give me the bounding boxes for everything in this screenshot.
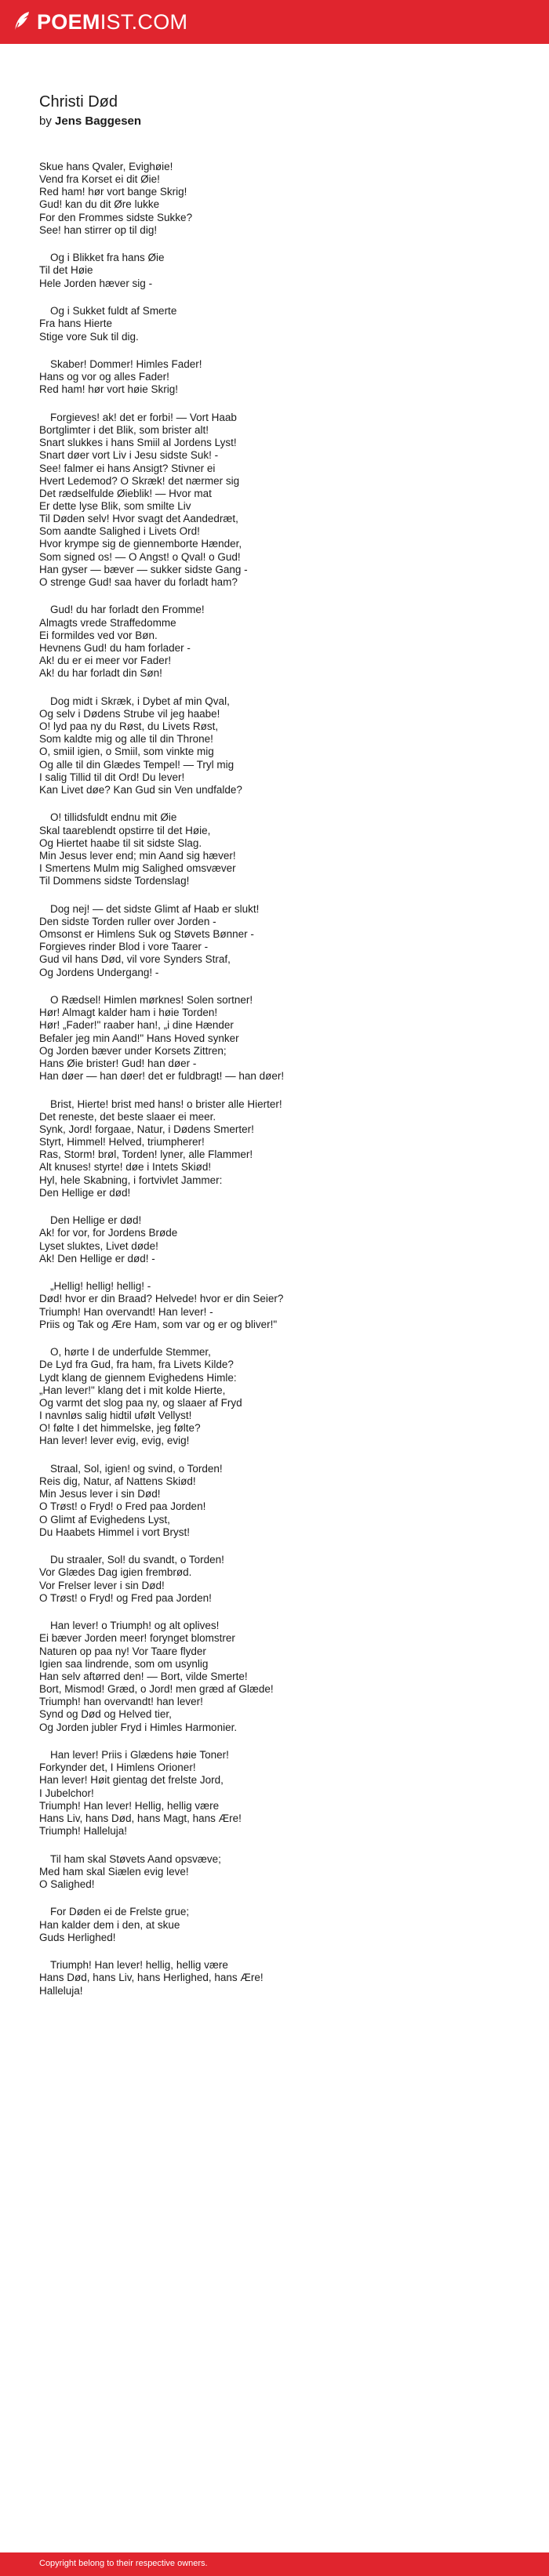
poem-stanza bbox=[39, 1959, 525, 1997]
poem-line: Du Haabets Himmel i vort Bryst! bbox=[39, 1526, 191, 1538]
poem-stanza bbox=[39, 994, 525, 1083]
poem-line: Triumph! Halleluja! bbox=[39, 1824, 128, 1837]
poem-stanza bbox=[39, 1098, 525, 1199]
logo-text-bold: POEM bbox=[37, 10, 100, 34]
poem-line: Forgieves! ak! det er forbi! — Vort Haab bbox=[50, 411, 237, 423]
poem-line: See! falmer ei hans Ansigt? Stivner ei bbox=[39, 462, 216, 474]
poem-line: Almagts vrede Straffedomme bbox=[39, 616, 176, 629]
poem-line: Den sidste Torden ruller over Jorden - bbox=[39, 915, 216, 927]
poem-line: Hvert Ledemod? O Skræk! det nærmer sig bbox=[39, 474, 240, 487]
poem-line: Skal taareblendt opstirre til det Høie, bbox=[39, 824, 211, 836]
poem-line: Ak! du er ei meer vor Fader! bbox=[39, 655, 172, 667]
poem-line: Triumph! Han lever! Hellig, hellig være bbox=[39, 1799, 220, 1812]
poem-line: O Salighed! bbox=[39, 1878, 95, 1890]
poem-stanza bbox=[39, 1280, 525, 1331]
poem-line: Styrt, Himmel! Helved, triumpherer! bbox=[39, 1136, 205, 1148]
poem-line: I Smertens Mulm mig Salighed omsvæver bbox=[39, 862, 236, 875]
poem-line: Til Døden selv! Hvor svagt det Aandedræt, bbox=[39, 513, 238, 525]
poem-line: Synd og Død og Helved tier, bbox=[39, 1708, 172, 1721]
poem-line: Vor Glædes Dag igien frembrød. bbox=[39, 1566, 192, 1579]
poem-line: O Rædsel! Himlen mørknes! Solen sortner! bbox=[50, 994, 253, 1007]
poem-body bbox=[39, 161, 525, 1997]
poem-line: Og selv i Dødens Strube vil jeg haabe! bbox=[39, 707, 220, 720]
poem-stanza bbox=[39, 695, 525, 796]
poem-line: „Hellig! hellig! hellig! - bbox=[50, 1280, 151, 1293]
poem-line: Snart døer vort Liv i Jesu sidste Suk! - bbox=[39, 449, 219, 462]
poem-line: Den Hellige er død! bbox=[39, 1186, 131, 1199]
poem-line: Min Jesus lever i sin Død! bbox=[39, 1488, 161, 1500]
logo-text bbox=[37, 8, 187, 36]
poem-line: Igien saa lindrende, som om usynlig bbox=[39, 1657, 209, 1670]
poem-line: For den Frommes sidste Sukke? bbox=[39, 211, 193, 223]
poem-line: Hans Liv, hans Død, hans Magt, hans Ære! bbox=[39, 1812, 242, 1824]
poem-line: Er dette lyse Blik, som smilte Liv bbox=[39, 500, 191, 512]
author-link[interactable]: Jens Baggesen bbox=[55, 114, 142, 128]
poem-line: Snart slukkes i hans Smiil al Jordens Lyst! bbox=[39, 437, 237, 449]
poem-line: Lydt klang de giennem Evighedens Himle: bbox=[39, 1371, 237, 1384]
poem-line: Og i Blikket fra hans Øie bbox=[50, 252, 165, 264]
poem-line: Og Jorden jubler Fryd i Himles Harmonier. bbox=[39, 1721, 238, 1733]
poem-line: Ak! du har forladt din Søn! bbox=[39, 667, 162, 680]
poem-byline bbox=[39, 114, 525, 129]
poem-line: Han lever! Høit gientag det frelste Jord, bbox=[39, 1774, 224, 1787]
poem-line: Og Hiertet haabe til sit sidste Slag. bbox=[39, 836, 202, 849]
poem-line: Min Jesus lever end; min Aand sig hæver! bbox=[39, 849, 236, 862]
poem-stanza bbox=[39, 358, 525, 396]
poem-line: Synk, Jord! forgaae, Natur, i Dødens Smerter! bbox=[39, 1123, 254, 1135]
poem-line: Og i Sukket fuldt af Smerte bbox=[50, 305, 177, 317]
quill-icon bbox=[12, 10, 32, 34]
poem-line: Ei formildes ved vor Bøn. bbox=[39, 629, 158, 641]
poem-stanza bbox=[39, 1749, 525, 1838]
poem-line: Han lever! lever evig, evig, evig! bbox=[39, 1435, 190, 1447]
poem-line: Forgieves rinder Blod i vore Taarer - bbox=[39, 941, 209, 953]
poem-line: Straal, Sol, igien! og svind, o Torden! bbox=[50, 1462, 223, 1475]
poem-stanza bbox=[39, 1463, 525, 1539]
poem-line: Han lever! Priis i Glædens høie Toner! bbox=[50, 1749, 229, 1761]
poem-line: Naturen op paa ny! Vor Taare flyder bbox=[39, 1645, 206, 1657]
poem-line: Gud vil hans Død, vil vore Synders Straf, bbox=[39, 953, 231, 966]
poem-line: Til det Høie bbox=[39, 264, 93, 277]
poem-line: Hyl, hele Skabning, i fortvivlet Jammer: bbox=[39, 1174, 223, 1186]
poem-line: Red ham! hør vort bange Skrig! bbox=[39, 186, 187, 198]
poem-line: Til Dommens sidste Tordenslag! bbox=[39, 875, 190, 887]
poem-stanza bbox=[39, 1906, 525, 1943]
poem-line: Ras, Storm! brøl, Torden! lyner, alle Flammer! bbox=[39, 1148, 253, 1161]
poem-line: Lyset sluktes, Livet døde! bbox=[39, 1239, 158, 1252]
poem-line: Hans Død, hans Liv, hans Herlighed, hans Ære! bbox=[39, 1972, 264, 1984]
site-header bbox=[0, 0, 549, 44]
poem-line: Han lever! o Triumph! og alt oplives! bbox=[50, 1620, 220, 1632]
poem-line: Hans og vor og alles Fader! bbox=[39, 371, 169, 383]
poem-line: Omsonst er Himlens Suk og Støvets Bønner - bbox=[39, 928, 254, 941]
poem-line: Reis dig, Natur, af Nattens Skiød! bbox=[39, 1475, 196, 1488]
poem-line: Skaber! Dommer! Himles Fader! bbox=[50, 358, 202, 371]
poem-line: I Jubelchor! bbox=[39, 1787, 94, 1799]
poem-line: Befaler jeg min Aand!" Hans Hoved synker bbox=[39, 1032, 239, 1044]
poem-line: Stige vore Suk til dig. bbox=[39, 330, 139, 343]
poem-line: Hele Jorden hæver sig - bbox=[39, 277, 153, 289]
poem-line: Som kaldte mig og alle til din Throne! bbox=[39, 733, 213, 746]
poem-line: Priis og Tak og Ære Ham, som var og er og bliver!" bbox=[39, 1318, 278, 1330]
poem-line: Dog nej! — det sidste Glimt af Haab er slukt! bbox=[50, 902, 260, 915]
poem-stanza bbox=[39, 252, 525, 289]
poem-stanza bbox=[39, 1214, 525, 1265]
poem-line: O! lyd paa ny du Røst, du Livets Røst, bbox=[39, 720, 219, 733]
poem-line: O, hørte I de underfulde Stemmer, bbox=[50, 1346, 211, 1359]
poem-line: Ak! Den Hellige er død! - bbox=[39, 1252, 155, 1264]
poem-line: Triumph! Han overvandt! Han lever! - bbox=[39, 1305, 213, 1318]
poem-line: Og Jorden bæver under Korsets Zittren; bbox=[39, 1044, 227, 1057]
poem-stanza bbox=[39, 161, 525, 237]
poem-line: Død! hvor er din Braad? Helvede! hvor er din Seier? bbox=[39, 1293, 284, 1305]
poem-line: Hans Øie brister! Gud! han døer - bbox=[39, 1057, 197, 1069]
poem-line: Red ham! hør vort høie Skrig! bbox=[39, 383, 179, 396]
poem-line: Ak! for vor, for Jordens Brøde bbox=[39, 1227, 178, 1239]
poem-line: Og varmt det slog paa ny, og slaaer af Fryd bbox=[39, 1396, 242, 1409]
poem-line: Han døer — han døer! det er fuldbragt! — han døer! bbox=[39, 1070, 285, 1083]
poem-stanza bbox=[39, 1346, 525, 1447]
poem-line: Gud! kan du dit Øre lukke bbox=[39, 198, 160, 211]
poem-line: Skue hans Qvaler, Evighøie! bbox=[39, 161, 173, 172]
poem-line: Ei bæver Jorden meer! forynget blomstrer bbox=[39, 1632, 235, 1645]
poem-line: O strenge Gud! saa haver du forladt ham? bbox=[39, 575, 238, 588]
poem-line: Den Hellige er død! bbox=[50, 1214, 142, 1227]
poem-line: O Trøst! o Fryd! og Fred paa Jorden! bbox=[39, 1591, 212, 1604]
poem-line: Hevnens Gud! du ham forlader - bbox=[39, 641, 191, 654]
poem-line: Kan Livet døe? Kan Gud sin Ven undfalde? bbox=[39, 783, 242, 796]
poem-line: Og alle til din Glædes Tempel! — Tryl mig bbox=[39, 758, 235, 771]
poem-line: For Døden ei de Frelste grue; bbox=[50, 1906, 190, 1918]
poem-line: Triumph! han overvandt! han lever! bbox=[39, 1696, 203, 1708]
copyright-text: Copyright belong to their respective owners. bbox=[39, 2559, 208, 2568]
poem-line: Det reneste, det beste slaaer ei meer. bbox=[39, 1110, 216, 1123]
poem-stanza bbox=[39, 1853, 525, 1891]
poem-line: De Lyd fra Gud, fra ham, fra Livets Kilde? bbox=[39, 1359, 234, 1371]
site-footer bbox=[0, 2552, 549, 2576]
poem-line: Gud! du har forladt den Fromme! bbox=[50, 604, 205, 616]
poem-line: Som aandte Salighed i Livets Ord! bbox=[39, 525, 200, 538]
poem-line: Hør! „Fader!" raaber han!, „i dine Hænder bbox=[39, 1019, 234, 1032]
poem-line: Halleluja! bbox=[39, 1984, 83, 1997]
poem-line: Vor Frelser lever i sin Død! bbox=[39, 1579, 165, 1591]
poem-line: Guds Herlighed! bbox=[39, 1931, 116, 1943]
poem-line: Til ham skal Støvets Aand opsvæve; bbox=[50, 1852, 221, 1865]
poem-line: Hør! Almagt kalder ham i høie Torden! bbox=[39, 1007, 218, 1019]
poem-line: Vend fra Korset ei dit Øie! bbox=[39, 173, 160, 186]
poem-line: O Trøst! o Fryd! o Fred paa Jorden! bbox=[39, 1500, 206, 1513]
poem-stanza bbox=[39, 811, 525, 887]
poem-stanza bbox=[39, 305, 525, 343]
poem-line: Fra hans Hierte bbox=[39, 317, 113, 330]
poem-line: Som signed os! — O Angst! o Qval! o Gud! bbox=[39, 550, 241, 563]
poem-line: I salig Tillid til dit Ord! Du lever! bbox=[39, 771, 185, 783]
poem-title: Christi Død bbox=[39, 93, 118, 111]
poem-line: Bortglimter i det Blik, som brister alt! bbox=[39, 424, 209, 437]
poem-line: Han gyser — bæver — sukker sidste Gang - bbox=[39, 563, 248, 575]
poem-line: I navnløs salig hidtil ufølt Vellyst! bbox=[39, 1410, 192, 1422]
poem-line: See! han stirrer op til dig! bbox=[39, 223, 158, 236]
poem-stanza bbox=[39, 903, 525, 979]
poem-line: Dog midt i Skræk, i Dybet af min Qval, bbox=[50, 695, 230, 707]
poem-line: Bort, Mismod! Græd, o Jord! men græd af Glæde! bbox=[39, 1683, 274, 1696]
poem-line: Han selv aftørred den! — Bort, vilde Smerte! bbox=[39, 1670, 248, 1682]
poem-line: O! tillidsfuldt endnu mit Øie bbox=[50, 811, 177, 824]
poem-line: Det rædselfulde Øieblik! — Hvor mat bbox=[39, 487, 212, 499]
poem-line: Brist, Hierte! brist med hans! o brister alle Hierter! bbox=[50, 1098, 282, 1110]
logo-text-light: IST.COM bbox=[100, 10, 188, 34]
poem-content bbox=[39, 93, 525, 2012]
poem-stanza bbox=[39, 1620, 525, 1733]
poem-stanza bbox=[39, 1554, 525, 1605]
poem-line: Hvor krympe sig de giennemborte Hænder, bbox=[39, 538, 242, 550]
poem-line: O, smiil igien, o Smiil, som vinkte mig bbox=[39, 746, 214, 758]
poem-line: O Glimt af Evighedens Lyst, bbox=[39, 1513, 170, 1526]
poem-line: Du straaler, Sol! du svandt, o Torden! bbox=[50, 1554, 224, 1566]
poem-stanza bbox=[39, 412, 525, 589]
poem-line: Og Jordens Undergang! - bbox=[39, 966, 159, 978]
poem-line: „Han lever!" klang det i mit kolde Hierte, bbox=[39, 1384, 226, 1396]
poem-line: Med ham skal Siælen evig leve! bbox=[39, 1865, 189, 1878]
byline-label: by bbox=[39, 114, 52, 128]
poem-line: Forkynder det, I Himlens Orioner! bbox=[39, 1761, 196, 1774]
poem-line: Triumph! Han lever! hellig, hellig være bbox=[50, 1959, 228, 1972]
poem-line: O! følte I det himmelske, jeg følte? bbox=[39, 1422, 201, 1435]
poem-line: Alt knuses! styrte! døe i Intets Skiød! bbox=[39, 1161, 212, 1174]
poem-line: Han kalder dem i den, at skue bbox=[39, 1918, 180, 1931]
poem-stanza bbox=[39, 604, 525, 680]
site-logo[interactable] bbox=[12, 8, 187, 36]
